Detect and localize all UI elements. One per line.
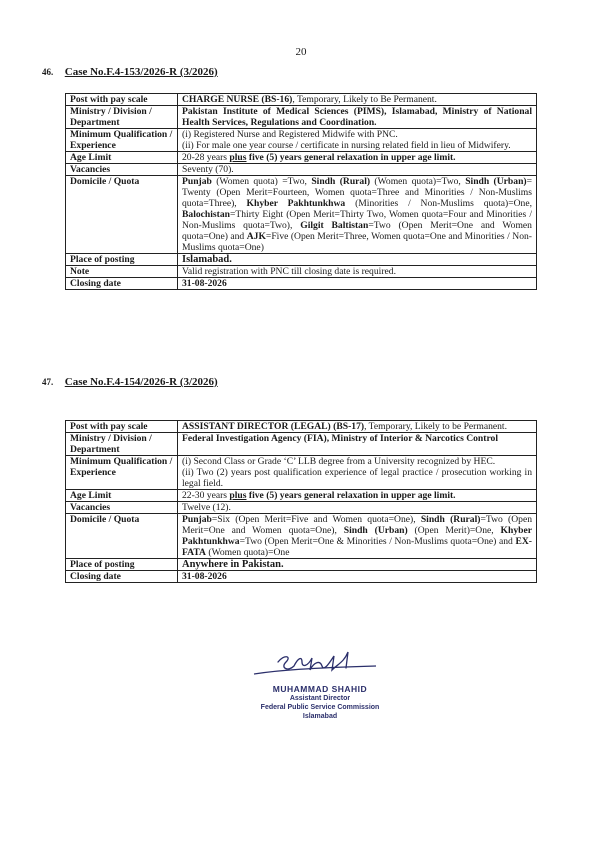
row-value (178, 421, 537, 433)
case-46-table (65, 93, 537, 290)
qualification-line: (i) Registered Nurse and Registered Midwife with PNC. (182, 129, 398, 140)
case-47-table (65, 420, 537, 583)
case-heading (42, 66, 218, 78)
row-label: Note (66, 266, 178, 278)
row-value (178, 456, 537, 490)
row-label: Domicile / Quota (66, 514, 178, 559)
quota-text: (Open Merit)=One, (407, 525, 501, 536)
note-value: Valid registration with PNC till closing date is required. (178, 266, 537, 278)
row-domicile (66, 514, 537, 559)
quota-text: =Thirty Eight (Open Merit=Thirty Two, Women quota=Four and Minorities / Non-Muslims quota=Two), (182, 209, 532, 231)
row-closing (66, 571, 537, 583)
row-label: Closing date (66, 278, 178, 290)
age-relaxation: five (5) years general relaxation in upper age limit. (246, 152, 456, 163)
row-label: Minimum Qualification / Experience (66, 129, 178, 152)
row-vacancies (66, 502, 537, 514)
row-value (178, 129, 537, 152)
age-plus: plus (229, 490, 247, 501)
posting-value: Islamabad. (178, 254, 537, 266)
domicile-value (178, 176, 537, 254)
quota-text: =Six (Open Merit=Five and Women quota=One), (211, 514, 421, 525)
row-posting (66, 254, 537, 266)
age-plus: plus (229, 152, 247, 163)
row-label: Age Limit (66, 490, 178, 502)
post-title: ASSISTANT DIRECTOR (LEGAL) (BS-17) (182, 421, 365, 432)
row-value (178, 94, 537, 106)
row-post (66, 94, 537, 106)
signatory-organization: Federal Public Service Commission (260, 704, 380, 711)
quota-text: =Two (Open Merit=One and Women quota=One) and (182, 220, 532, 242)
row-label: Ministry / Division / Department (66, 433, 178, 456)
quota-text: =Two (Open Merit=One and Women quota=One), (182, 514, 533, 536)
row-label: Closing date (66, 571, 178, 583)
row-vacancies (66, 164, 537, 176)
region-name: Khyber Pakhtunkhwa (246, 198, 346, 209)
region-name: Punjab (182, 514, 212, 525)
handwritten-signature (250, 648, 380, 682)
posting-value: Anywhere in Pakistan. (178, 559, 537, 571)
signatory-city: Islamabad (302, 713, 338, 720)
row-value (178, 490, 537, 502)
domicile-value (178, 514, 537, 559)
row-age (66, 152, 537, 164)
row-posting (66, 559, 537, 571)
age-range: 22-30 years (182, 490, 230, 501)
case-title: Case No.F.4-153/2026-R (3/2026) (64, 66, 218, 78)
case-title: Case No.F.4-154/2026-R (3/2026) (64, 376, 218, 388)
row-label: Minimum Qualification / Experience (66, 456, 178, 490)
ministry-value: Federal Investigation Agency (FIA), Ministry of Interior & Narcotics Control (178, 433, 537, 456)
row-label: Post with pay scale (66, 94, 178, 106)
ministry-value: Pakistan Institute of Medical Sciences (PIMS), Islamabad, Ministry of National Health Services, Regulations and Coordination. (178, 106, 537, 129)
row-age (66, 490, 537, 502)
row-ministry (66, 433, 537, 456)
signatory-designation: Assistant Director (289, 695, 351, 702)
vacancies-value: Seventy (70). (178, 164, 537, 176)
row-label: Post with pay scale (66, 421, 178, 433)
row-qualification (66, 129, 537, 152)
region-name: Sindh (Rural) (420, 514, 481, 525)
region-name: Sindh (Rural) (311, 176, 371, 187)
qualification-line: (ii) For male one year course / certificate in nursing related field in lieu of Midwifery. (182, 140, 511, 151)
case-index: 46. (42, 67, 54, 77)
row-label: Place of posting (66, 254, 178, 266)
row-label: Vacancies (66, 164, 178, 176)
post-terms: , Temporary, Likely to be Permanent. (364, 421, 507, 432)
row-label: Age Limit (66, 152, 178, 164)
closing-date-value: 31-08-2026 (178, 571, 537, 583)
quota-text: (Women quota) =Two, (211, 176, 312, 187)
quota-text: =Two (Open Merit=One & Minorities / Non-Muslims quota=One) and (239, 536, 516, 547)
row-label: Ministry / Division / Department (66, 106, 178, 129)
row-closing (66, 278, 537, 290)
post-terms: , Temporary, Likely to Be Permanent. (292, 94, 437, 105)
region-name: Balochistan (182, 209, 230, 220)
region-name: Sindh (Urban) (343, 525, 408, 536)
row-qualification (66, 456, 537, 490)
quota-text: = Twenty (Open Merit=Fourteen, Women quota=Three and Minorities / Non-Muslims quota=Three), (182, 176, 533, 209)
region-name: EX-FATA (182, 536, 532, 558)
region-name: AJK (246, 231, 266, 242)
signature-block (240, 648, 400, 721)
row-label: Vacancies (66, 502, 178, 514)
qualification-line: (i) Second Class or Grade ‘C’ LLB degree from a University recognized by HEC. (182, 456, 496, 467)
region-name: Punjab (182, 176, 212, 187)
quota-text: (Minorities / Non-Muslims quota)=One, (345, 198, 532, 209)
row-value (178, 152, 537, 164)
qualification-line: (ii) Two (2) years post qualification experience of legal practice / prosecution working in legal field. (182, 467, 532, 489)
region-name: Gilgit Baltistan (300, 220, 369, 231)
quota-text: (Women quota)=One (205, 547, 290, 558)
row-label: Place of posting (66, 559, 178, 571)
case-heading (42, 376, 218, 388)
age-relaxation: five (5) years general relaxation in upper age limit. (246, 490, 456, 501)
row-ministry (66, 106, 537, 129)
row-note (66, 266, 537, 278)
vacancies-value: Twelve (12). (178, 502, 537, 514)
row-domicile (66, 176, 537, 254)
signatory-name: MUHAMMAD SHAHID (272, 684, 368, 694)
quota-text: (Women quota)=Two, (370, 176, 466, 187)
row-post (66, 421, 537, 433)
region-name: Khyber Pakhtunkhwa (182, 525, 532, 547)
row-label: Domicile / Quota (66, 176, 178, 254)
case-index: 47. (42, 377, 54, 387)
page-number: 20 (295, 46, 307, 58)
post-title: CHARGE NURSE (BS-16) (182, 94, 293, 105)
quota-text: =Five (Open Merit=Three, Women quota=One and Minorities / Non-Muslims quota=One) (182, 231, 532, 253)
region-name: Sindh (Urban) (465, 176, 527, 187)
age-range: 20-28 years (182, 152, 230, 163)
closing-date-value: 31-08-2026 (178, 278, 537, 290)
